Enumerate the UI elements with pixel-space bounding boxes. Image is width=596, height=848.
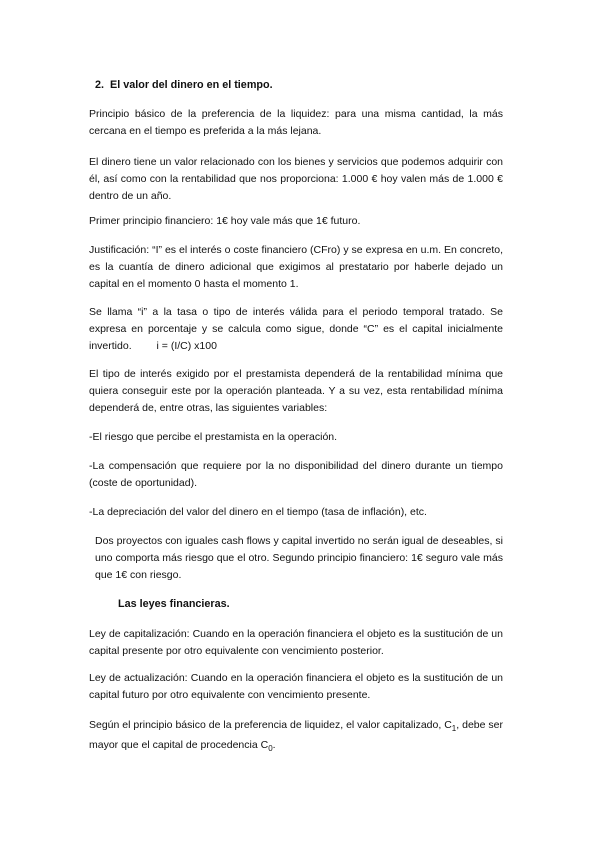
paragraph-interest-rate [89,304,503,356]
paragraph-actualization-law: Ley de actualización: Cuando en la operación financiera el objeto es la sustitución de un capital futuro por otro equivalente con vencimiento presente. [89,672,503,702]
section-heading [95,77,273,94]
paragraph-second-principle: Dos proyectos con iguales cash flows y capital invertido no serán igual de deseables, si uno comporta más riesgo que el otro. Segundo principio financiero: 1€ seguro vale más que 1€ con riesgo. [95,535,503,582]
subscript-zero: 0 [268,744,273,754]
section-title: El valor del dinero en el tiempo. [110,79,273,91]
interest-rate-formula: i = (I/C) x100 [156,340,217,353]
list-item-risk: -El riesgo que percibe el prestamista en la operación. [89,431,338,443]
list-item-compensation: -La compensación que requiere por la no disponibilidad del dinero durante un tiempo (coste de oportunidad). [89,460,503,490]
paragraph-first-principle: Primer principio financiero: 1€ hoy vale más que 1€ futuro. [89,215,361,227]
section-number: 2. [95,79,105,91]
capitalized-text-middle: , debe ser mayor que el capital de procedencia C [89,719,503,752]
paragraph-required-rate: El tipo de interés exigido por el prestamista dependerá de la rentabilidad mínima que quiera conseguir este por la operación planteada. Y a su vez, esta rentabilidad mínima dependerá de, entre otras, las siguientes variables: [89,368,503,415]
subheading-financial-laws: Las leyes financieras. [118,598,230,610]
paragraph-money-value: El dinero tiene un valor relacionado con los bienes y servicios que podemos adquirir con él, así como con la rentabilidad que nos proporciona: 1.000 € hoy valen más de 1.000 € dentro de un año. [89,156,503,203]
subscript-one: 1 [451,724,457,734]
interest-rate-text: Se llama “i” a la tasa o tipo de interés válida para el periodo temporal tratado. Se expresa en porcentaje y se calcula como sigue, donde “C” es el capital inicialmente invertido. [89,306,503,353]
paragraph-liquidity-principle: Principio básico de la preferencia de la liquidez: para una misma cantidad, la más cercana en el tiempo es preferida a la más lejana. [89,108,503,138]
list-item-depreciation: -La depreciación del valor del dinero en el tiempo (tasa de inflación), etc. [89,506,427,518]
paragraph-justification: Justificación: “I” es el interés o coste financiero (CFro) y se expresa en u.m. En concreto, es la cuantía de dinero adicional que exigimos al prestatario por haberle dejado un capital en el momento 0 hasta el momento 1. [89,244,503,291]
capitalized-text-before: Según el principio básico de la preferencia de liquidez, el valor capitalizado, C [89,719,452,731]
paragraph-capitalized-value [89,717,503,758]
capitalized-text-after: . [272,739,276,752]
paragraph-capitalization-law: Ley de capitalización: Cuando en la operación financiera el objeto es la sustitución de un capital presente por otro equivalente con vencimiento posterior. [89,628,503,658]
